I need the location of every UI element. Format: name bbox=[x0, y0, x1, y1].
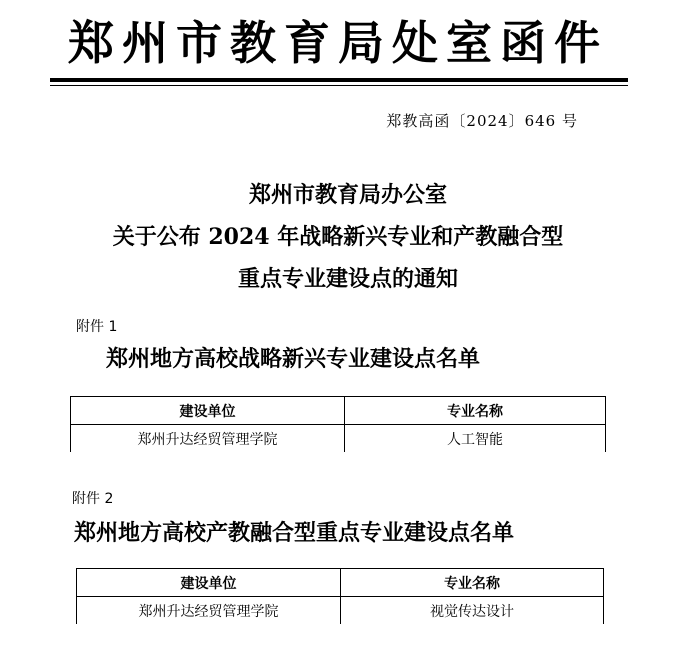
column-header-major: 专业名称 bbox=[341, 569, 604, 597]
attachment-2-label: 附件 2 bbox=[72, 491, 114, 507]
column-header-major: 专业名称 bbox=[345, 397, 606, 425]
table-header-row bbox=[71, 397, 606, 425]
attachment-1-title: 郑州地方高校战略新兴专业建设点名单 bbox=[106, 346, 481, 372]
cell-unit: 郑州升达经贸管理学院 bbox=[77, 597, 341, 625]
notice-title-line-2: 关于公布 2024 年战略新兴专业和产教融合型 bbox=[112, 224, 564, 250]
cell-unit: 郑州升达经贸管理学院 bbox=[71, 425, 345, 453]
cell-major: 人工智能 bbox=[345, 425, 606, 453]
cell-major: 视觉传达设计 bbox=[341, 597, 604, 625]
document-number: 郑教高函〔2024〕646 号 bbox=[386, 112, 578, 130]
column-header-unit: 建设单位 bbox=[71, 397, 345, 425]
masthead-rule-thin bbox=[50, 85, 628, 86]
notice-title-line-3: 重点专业建设点的通知 bbox=[237, 266, 458, 292]
table-header-row bbox=[77, 569, 604, 597]
masthead-title: 郑州市教育局处室函件 bbox=[68, 16, 608, 70]
attachment-2-title: 郑州地方高校产教融合型重点专业建设点名单 bbox=[74, 520, 515, 546]
masthead-rule-thick bbox=[50, 78, 628, 82]
attachment-1-label: 附件 1 bbox=[76, 319, 118, 335]
table-row bbox=[71, 425, 606, 453]
column-header-unit: 建设单位 bbox=[77, 569, 341, 597]
notice-title-line-1: 郑州市教育局办公室 bbox=[248, 182, 447, 208]
table-row bbox=[77, 597, 604, 625]
attachment-2-table bbox=[76, 568, 604, 624]
attachment-1-table bbox=[70, 396, 606, 452]
